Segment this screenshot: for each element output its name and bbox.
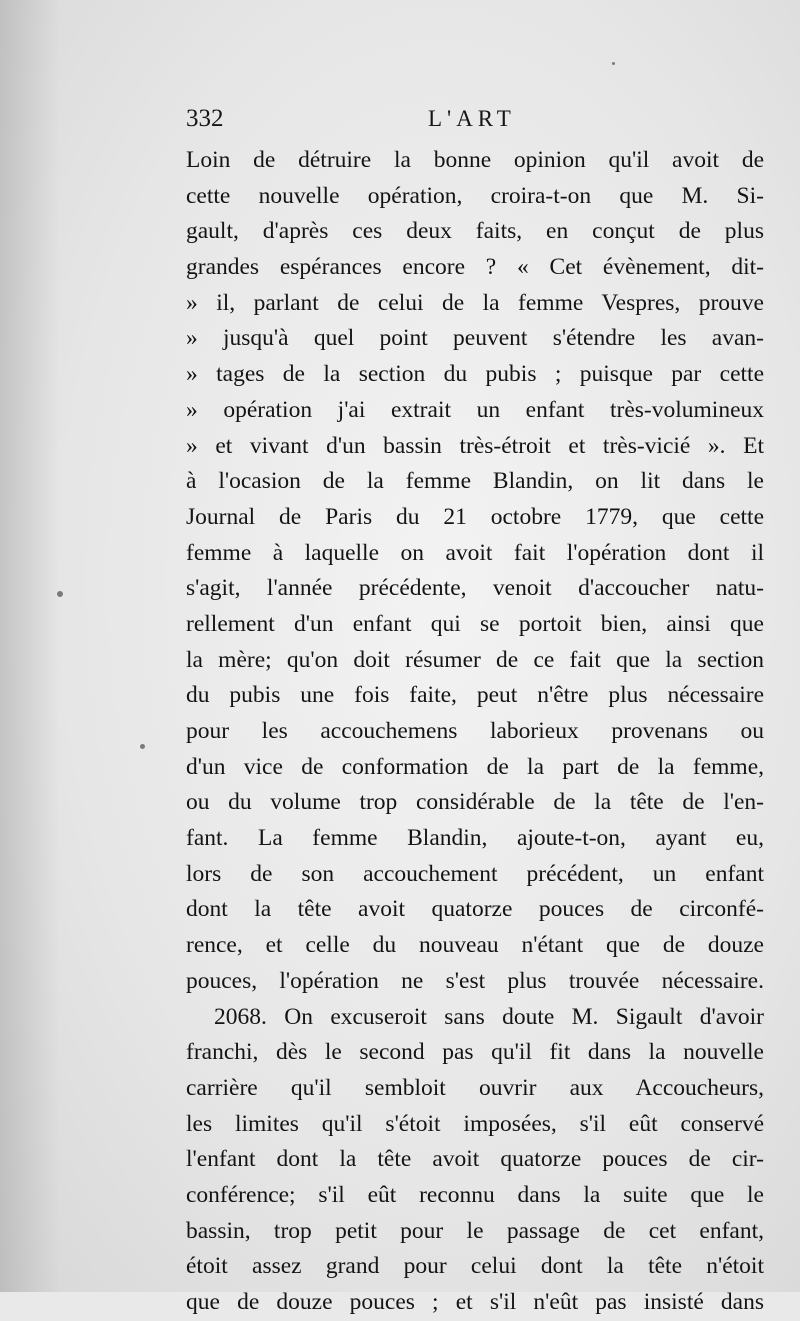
text-line: Journal de Paris du 21 octobre 1779, que cette <box>186 503 764 530</box>
text-line: lors de son accouchement précédent, un enfant <box>186 860 764 887</box>
running-head <box>186 102 656 136</box>
text-line: Loin de détruire la bonne opinion qu'il avoit de <box>186 147 764 173</box>
text-line: » jusqu'à quel point peuvent s'étendre les avan- <box>186 325 764 352</box>
text-line: dont la tête avoit quatorze pouces de circonfé- <box>186 896 764 923</box>
page-number: 332 <box>186 105 224 132</box>
text-line: la mère; qu'on doit résumer de ce fait que la section <box>186 646 764 673</box>
paper-speck <box>612 62 615 65</box>
text-line: bassin, trop petit pour le passage de cet enfant, <box>186 1217 764 1244</box>
text-line: » opération j'ai extrait un enfant très-volumineux <box>186 396 764 423</box>
running-title: L'ART <box>428 106 516 131</box>
text-line: rence, et celle du nouveau n'étant que de douze <box>186 932 764 959</box>
text-line: fant. La femme Blandin, ajoute-t-on, ayant eu, <box>186 825 764 852</box>
text-line: pour les accouchemens laborieux provenans ou <box>186 718 764 744</box>
text-line: cette nouvelle opération, croira-t-on que M. Si- <box>186 182 764 209</box>
paper-speck <box>140 744 145 749</box>
text-line: franchi, dès le second pas qu'il fit dans la nouvelle <box>186 1039 764 1066</box>
text-line: du pubis une fois faite, peut n'être plus nécessaire <box>186 682 764 709</box>
text-line: l'enfant dont la tête avoit quatorze pouces de cir- <box>186 1146 764 1173</box>
text-line: » et vivant d'un bassin très-étroit et très-vicié ». Et <box>186 432 764 459</box>
text-line: pouces, l'opération ne s'est plus trouvée nécessaire. <box>186 967 764 994</box>
text-line: ou du volume trop considérable de la tête de l'en- <box>186 789 764 816</box>
text-line: d'un vice de conformation de la part de la femme, <box>186 753 764 780</box>
text-line: conférence; s'il eût reconnu dans la suite que le <box>186 1181 764 1208</box>
text-line: » il, parlant de celui de la femme Vespres, prouve <box>186 289 764 316</box>
text-line: grandes espérances encore ? « Cet évènement, dit- <box>186 254 764 281</box>
text-line: femme à laquelle on avoit fait l'opération dont il <box>186 539 764 566</box>
text-line: à l'ocasion de la femme Blandin, on lit dans le <box>186 468 764 495</box>
paper-speck <box>57 591 63 597</box>
text-line: les limites qu'il s'étoit imposées, s'il eût conservé <box>186 1110 764 1137</box>
text-line: s'agit, l'année précédente, venoit d'accoucher natu- <box>186 575 764 602</box>
text-line: » tages de la section du pubis ; puisque par cette <box>186 361 764 388</box>
text-line: que de douze pouces ; et s'il n'eût pas insisté dans <box>186 1289 764 1315</box>
text-line: rellement d'un enfant qui se portoit bien, ainsi que <box>186 610 764 637</box>
text-line: gault, d'après ces deux faits, en conçut de plus <box>186 218 764 245</box>
gutter-shadow <box>0 0 60 1292</box>
text-line: carrière qu'il sembloit ouvrir aux Accoucheurs, <box>186 1074 764 1101</box>
text-line: étoit assez grand pour celui dont la tête n'étoit <box>186 1253 764 1280</box>
text-line: 2068. On excuseroit sans doute M. Sigault d'avoir <box>214 1003 764 1030</box>
text-body <box>186 143 764 1321</box>
